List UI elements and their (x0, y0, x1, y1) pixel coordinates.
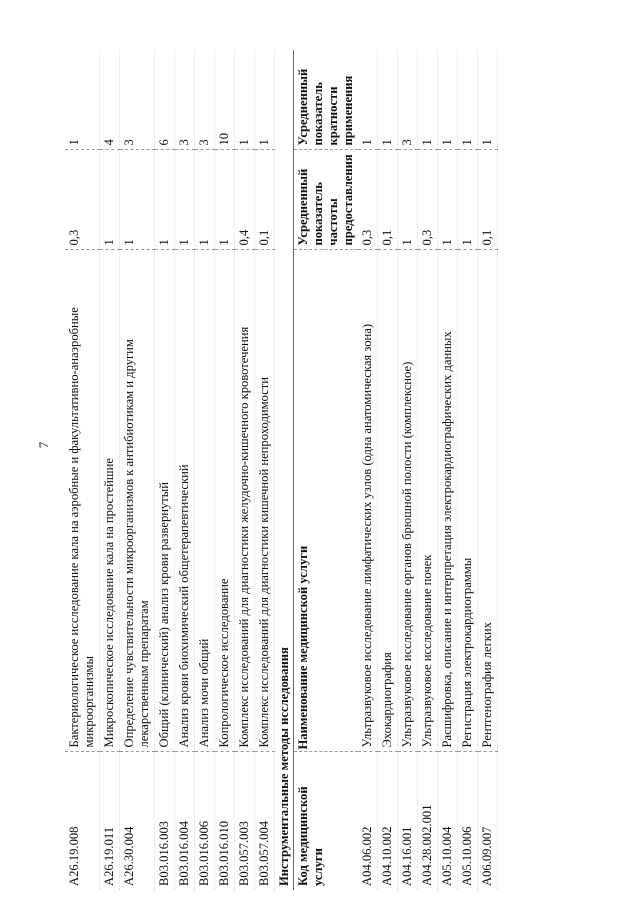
services-table (65, 50, 498, 890)
table-row (235, 50, 255, 890)
table-body-top (65, 50, 275, 890)
service-name: Ультразвуковое исследование почек (418, 250, 438, 752)
table-row (418, 50, 438, 890)
service-name: Анализ крови биохимический общетерапевтический (175, 250, 195, 752)
frequency-value: 0,1 (255, 150, 275, 250)
service-code: A06.09.007 (478, 752, 498, 890)
table-body-bottom (358, 50, 498, 890)
table-row (100, 50, 120, 890)
service-code: B03.016.006 (195, 752, 215, 890)
multiplicity-value: 1 (438, 50, 458, 150)
section-block (275, 50, 359, 890)
table-row (438, 50, 458, 890)
frequency-value: 1 (100, 150, 120, 250)
service-code: A04.10.002 (378, 752, 398, 890)
header-name: Наименование медицинской услуги (294, 250, 359, 752)
multiplicity-value: 3 (398, 50, 418, 150)
multiplicity-value: 1 (255, 50, 275, 150)
multiplicity-value: 1 (458, 50, 478, 150)
page-number: 7 (36, 441, 51, 449)
header-frequency: Усредненный показатель частоты предоставления (294, 150, 359, 250)
service-code: A04.28.002.001 (418, 752, 438, 890)
service-name: Ультразвуковое исследование органов брюшной полости (комплексное) (398, 250, 418, 752)
service-code: A26.19.008 (65, 752, 100, 890)
table-row (155, 50, 175, 890)
service-name: Эхокардиография (378, 250, 398, 752)
service-name: Рентгенография легких (478, 250, 498, 752)
service-code: B03.016.010 (215, 752, 235, 890)
table-header-row (294, 50, 359, 890)
multiplicity-value: 1 (65, 50, 100, 150)
service-code: A05.10.006 (458, 752, 478, 890)
service-name: Регистрация электрокардиограммы (458, 250, 478, 752)
service-name: Комплекс исследований для диагностики кишечной непроходимости (255, 250, 275, 752)
frequency-value: 0,3 (65, 150, 100, 250)
service-code: B03.057.003 (235, 752, 255, 890)
service-name: Общий (клинический) анализ крови развернутый (155, 250, 175, 752)
frequency-value: 1 (120, 150, 155, 250)
service-name: Бактериологическое исследование кала на аэробные и факультативно-анаэробные микроорганизмы (65, 250, 100, 752)
multiplicity-value: 4 (100, 50, 120, 150)
service-code: A04.06.002 (358, 752, 378, 890)
table-row (215, 50, 235, 890)
frequency-value: 1 (458, 150, 478, 250)
multiplicity-value: 6 (155, 50, 175, 150)
table-row (255, 50, 275, 890)
table-row (458, 50, 478, 890)
frequency-value: 0,3 (358, 150, 378, 250)
section-row (275, 50, 294, 890)
table-row (120, 50, 155, 890)
service-name: Анализ мочи общий (195, 250, 215, 752)
frequency-value: 1 (398, 150, 418, 250)
multiplicity-value: 3 (120, 50, 155, 150)
frequency-value: 0,1 (478, 150, 498, 250)
header-code: Код медицинской услуги (296, 786, 325, 886)
multiplicity-value: 1 (358, 50, 378, 150)
service-name: Расшифровка, описание и интерпретация электрокардиографических данных (438, 250, 458, 752)
table-row (358, 50, 378, 890)
service-code: A26.30.004 (120, 752, 155, 890)
frequency-value: 0,3 (418, 150, 438, 250)
table-row (478, 50, 498, 890)
table-row (195, 50, 215, 890)
service-code: A05.10.004 (438, 752, 458, 890)
table-row (398, 50, 418, 890)
service-name: Копрологическое исследование (215, 250, 235, 752)
multiplicity-value: 3 (175, 50, 195, 150)
frequency-value: 1 (438, 150, 458, 250)
frequency-value: 1 (155, 150, 175, 250)
frequency-value: 0,1 (378, 150, 398, 250)
multiplicity-value: 1 (418, 50, 438, 150)
multiplicity-value: 1 (235, 50, 255, 150)
frequency-value: 1 (175, 150, 195, 250)
services-table-container (65, 50, 585, 890)
multiplicity-value: 10 (215, 50, 235, 150)
service-code: A26.19.011 (100, 752, 120, 890)
table-row (378, 50, 398, 890)
multiplicity-value: 1 (378, 50, 398, 150)
frequency-value: 0,4 (235, 150, 255, 250)
service-name: Микроскопическое исследование кала на простейшие (100, 250, 120, 752)
table-row (65, 50, 100, 890)
header-multiplicity: Усредненный показатель кратности применения (294, 50, 359, 150)
frequency-value: 1 (215, 150, 235, 250)
frequency-value: 1 (195, 150, 215, 250)
service-name: Определение чувствительности микроорганизмов к антибиотикам и другим лекарственным препаратам (120, 250, 155, 752)
service-code: B03.016.003 (155, 752, 175, 890)
section-title: Инструментальные методы исследования (275, 50, 294, 890)
service-name: Комплекс исследований для диагностики желудочно-кишечного кровотечения (235, 250, 255, 752)
table-row (175, 50, 195, 890)
service-code: B03.057.004 (255, 752, 275, 890)
service-code: A04.16.001 (398, 752, 418, 890)
service-code: B03.016.004 (175, 752, 195, 890)
service-name: Ультразвуковое исследование лимфатических узлов (одна анатомическая зона) (358, 250, 378, 752)
multiplicity-value: 1 (478, 50, 498, 150)
multiplicity-value: 3 (195, 50, 215, 150)
